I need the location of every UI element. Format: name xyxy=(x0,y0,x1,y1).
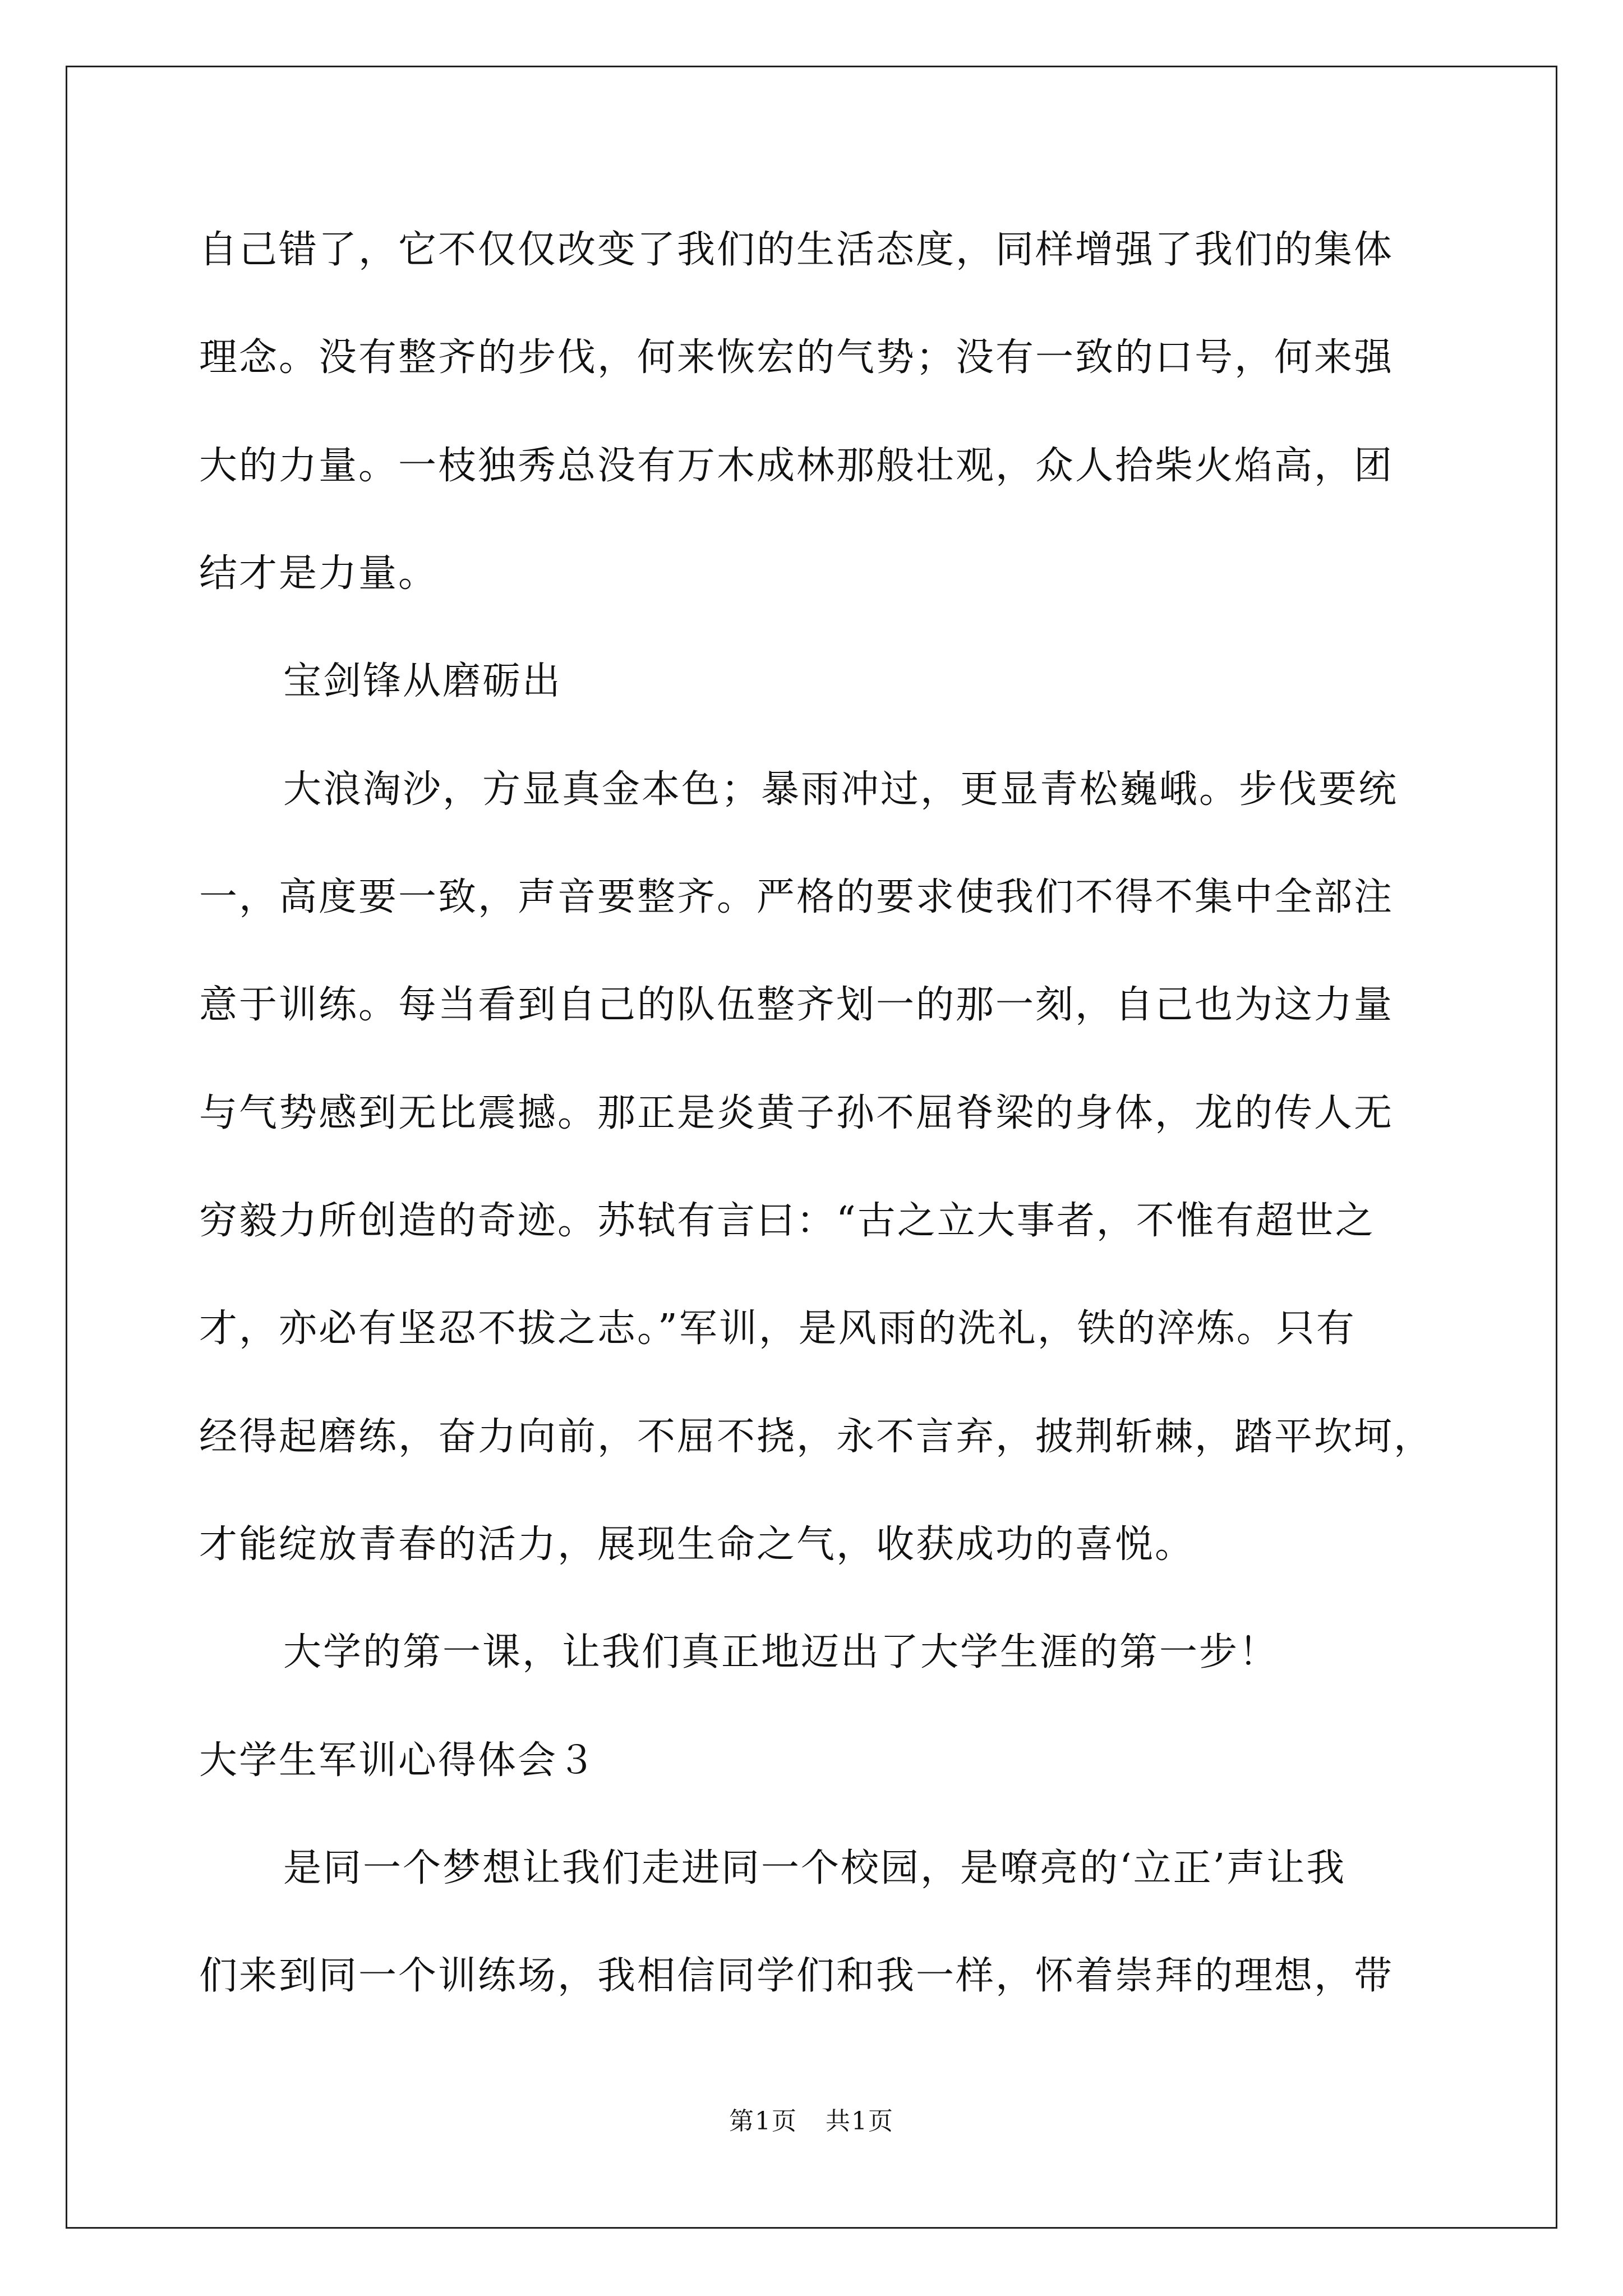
text-line: 是同一个梦想让我们走进同一个校园，是嘹亮的‘立正’声让我 xyxy=(283,1846,1347,1890)
text-line: 才，亦必有坚忍不拔之志。”军训，是风雨的洗礼，铁的淬炼。只有 xyxy=(199,1306,1356,1351)
text-line: 与气势感到无比震撼。那正是炎黄子孙不屈脊梁的身体，龙的传人无 xyxy=(199,1091,1394,1135)
section-title: 大学生军训心得体会３ xyxy=(199,1738,598,1783)
text-line: 自己错了，它不仅仅改变了我们的生活态度，同样增强了我们的集体 xyxy=(199,228,1394,272)
text-line: 大学的第一课，让我们真正地迈出了大学生涯的第一步！ xyxy=(283,1630,1279,1674)
page-border xyxy=(66,66,1557,2229)
text-line: 理念。没有整齐的步伐，何来恢宏的气势；没有一致的口号，何来强 xyxy=(199,335,1394,380)
text-line: 们来到同一个训练场，我相信同学们和我一样，怀着崇拜的理想，带 xyxy=(199,1954,1394,1998)
text-line: 意于训练。每当看到自己的队伍整齐划一的那一刻，自己也为这力量 xyxy=(199,983,1394,1027)
page-total: 共1页 xyxy=(826,2107,894,2136)
text-line: 大的力量。一枝独秀总没有万木成林那般壮观，众人拾柴火焰高，团 xyxy=(199,444,1394,488)
text-line: 大浪淘沙，方显真金本色；暴雨冲过，更显青松巍峨。步伐要统 xyxy=(283,767,1399,812)
text-line: 才能绽放青春的活力，展现生命之气，收获成功的喜悦。 xyxy=(199,1522,1195,1567)
text-line: 穷毅力所创造的奇迹。苏轼有言曰：“古之立大事者，不惟有超世之 xyxy=(199,1199,1375,1243)
text-line: 一，高度要一致，声音要整齐。严格的要求使我们不得不集中全部注 xyxy=(199,875,1394,919)
text-line: 结才是力量。 xyxy=(199,551,439,596)
section-heading: 宝剑锋从磨砺出 xyxy=(283,659,562,703)
page-number: 第1页 xyxy=(729,2107,797,2136)
page-footer xyxy=(0,2105,1623,2138)
text-line: 经得起磨练，奋力向前，不屈不挠，永不言弃，披荆斩棘，踏平坎坷， xyxy=(199,1415,1434,1459)
